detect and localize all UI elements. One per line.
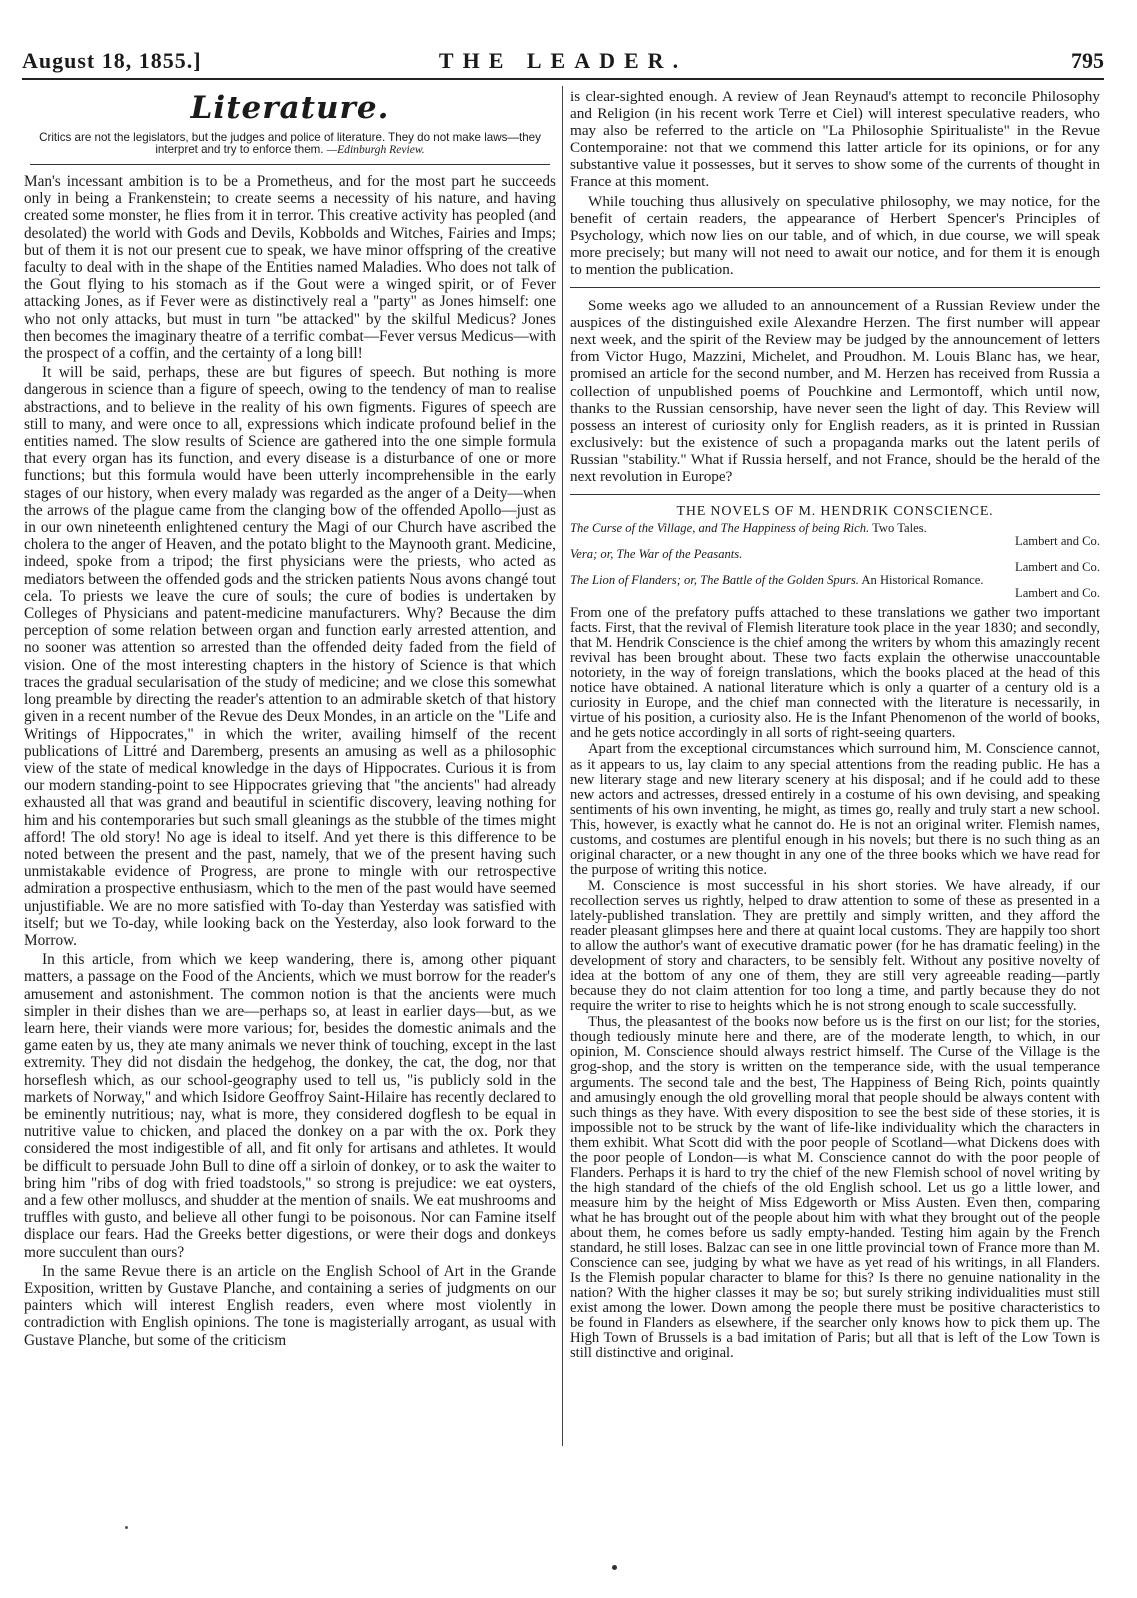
review-paragraph: From one of the prefatory puffs attached to these translations we gather two important facts. First, that the revival of Flemish literature took place in the year 1830; and secondly, that M. Hendrik Conscience is the chief among the writers by whom this amazingly recent revival has been brought about. These two facts explain the otherwise unaccountable notoriety, in the way of foreign translations, which the books placed at the head of this notice have obtained. A national literature which is only a quarter of a century old is a curiosity in Europe, and the chief man connected with the literature is necessarily, in virtue of his position, a curiosity also. He is the Infant Phenomenon of the world of books, and he gets notice accordingly in all sorts of right-seeing quarters.: [570, 605, 1100, 742]
printer-dot: [612, 1565, 617, 1570]
book-title: The Curse of the Village, and The Happiness of being Rich.: [570, 521, 870, 536]
book-title: Vera; or, The War of the Peasants.: [570, 547, 743, 562]
section-heading: Literature.: [190, 90, 390, 126]
page-number: 795: [1071, 48, 1104, 73]
book-note: Two Tales.: [872, 521, 927, 536]
book-title: The Lion of Flanders; or, The Battle of the Golden Spurs.: [570, 573, 859, 588]
newspaper-title: THE LEADER.: [438, 48, 688, 73]
novels-review: [570, 606, 1100, 1361]
article-paragraph: Man's incessant ambition is to be a Prometheus, and for the most part he succeeds only in being a Frankenstein; to create seems a necessity of his nature, and having created some monster, he flies from it in terror. This creative activity has peopled (and desolated) the world with Gods and Devils, Kobbolds and Witches, Fairies and Imps; but of them it is not our present cue to speak, we have minor offspring of the creative faculty to deal with in the shape of the Entities named Maladies. Who does not talk of the Gout flying to his stomach as if the Gout were a winged spirit, or of Fever attacking Jones, as if Fever were as distinctively real a "party" as Jones himself: one who not only attacks, but must in turn "be attacked" by the skilful Medicus? Jones then becomes the imaginary theatre of a terrific combat—Fever versus Medicus—with the prospect of a coffin, and the certainty of a long bill!: [24, 173, 556, 363]
printer-dot: [125, 1526, 128, 1529]
article-continuation: [570, 88, 1100, 278]
section-rule: [570, 494, 1100, 495]
epigraph: [30, 132, 550, 165]
book-publisher: Lambert and Co.: [1015, 560, 1100, 575]
literature-article: [24, 173, 556, 1349]
section-rule: [570, 287, 1100, 288]
page-header: [22, 46, 1104, 80]
book-entry: [570, 574, 1100, 600]
review-paragraph: Thus, the pleasantest of the books now before us is the first on our list; for the stories, though tediously minute here and there, are of the moderate length, to which, in our opinion, M. Conscience should always restrict himself. The Curse of the Village is the grog-shop, and the story is written on the temperance side, with the usual temperance arguments. The second tale and the best, The Happiness of Being Rich, points quaintly and amusingly enough the old grovelling moral that people should be always content with such things as they have. With every disposition to see the best side of these stories, it is impossible not to be struck by the want of life-like individuality which the characters in them exhibit. What Scott did with the poor people of Scotland—what Dickens does with the poor people of London—is what M. Conscience cannot do with the poor people of Flanders. Perhaps it is hard to try the chief of the new Flemish school of novel writing by the high standard of the chiefs of the old English school. Let us go a little lower, and measure him by the height of Miss Edgeworth or Miss Austen. Even then, comparing what he has brought out of the people about him with what they brought out of the people about them, he comes before us sadly empty-handed. Testing him again by the French standard, he still loses. Balzac can see in one little provincial town of France more than M. Conscience can see, judging by what we have as yet read of his writings, in all Flanders. Is the Flemish popular character to blame for this? Is there no genuine nationality in the nation? With the higher classes it may be so; but surely striking individualities must still exist among the lower. Down among the people there must be positive characteristics to be found in Flanders as elsewhere, if the searcher only knows how to pick them up. The High Town of Brussels is a bad imitation of Paris; but all that is left of the Low Town is still distinctive and original.: [570, 1014, 1100, 1362]
book-publisher: Lambert and Co.: [1015, 586, 1100, 601]
article-paragraph: Some weeks ago we alluded to an announcement of a Russian Review under the auspices of the distinguished exile Alexandre Herzen. The first number will appear next week, and the spirit of the Review may be judged by the announcement of letters from Victor Hugo, Mazzini, Michelet, and Proudhon. M. Louis Blanc has, we hear, promised an article for the second number, and M. Herzen has received from Russia a collection of unpublished poems of Pouchkine and Lermontoff, which until now, thanks to the Russian censorship, have never seen the light of day. This Review will possess an interest of curiosity only for English readers, as it is printed in Russian exclusively: but the existence of such a propaganda marks out the latent perils of Russian "stability." What if Russia herself, and not France, should be the herald of the next revolution in Europe?: [570, 297, 1100, 485]
epigraph-source: —Edinburgh Review.: [326, 143, 425, 156]
review-paragraph: Apart from the exceptional circumstances which surround him, M. Conscience cannot, as it appears to us, lay claim to any special attentions from the reading public. He has a new literary stage and new literary scenery at his disposal; and if he could add to these new actors and actresses, dressed entirely in a costume of his own devising, and speaking sentiments of his own inventing, he might, as times go, really and truly start a new school. This, however, is exactly what he cannot do. He is not an original writer. Flemish names, customs, and costumes are plentiful enough in his novels; but there is no such thing as an original character, or a new thought in any one of the three books which we have read for the purpose of writing this notice.: [570, 741, 1100, 878]
book-entry: [570, 522, 1100, 548]
article-paragraph: In this article, from which we keep wandering, there is, among other piquant matters, a passage on the Food of the Ancients, which we must borrow for the reader's amusement and astonishment. The common notion is that the ancients were much simpler in their dishes than we are—perhaps so, at least in earlier days—but, as we learn here, their viands were more various; for, besides the domestic animals and the game eaten by us, they ate many animals we never think of touching, except in the last extremity. They did not disdain the hedgehog, the donkey, the cat, the dog, nor that horseflesh which, as our school-geography used to tell us, "is publicly sold in the markets of Norway," and which Isidore Geoffroy Saint-Hilaire has recently declared to be eminently nutritious; nay, what is more, they considered dogflesh to be equal in nutritive value to chicken, and placed the donkey on a par with the ox. Pork they considered the most indigestible of all, and fit only for artisans and athletes. It would be difficult to persuade John Bull to dine off a sirloin of donkey, or to ask the waiter to bring him "ribs of dog with fried toadstools," so strong is prejudice: we eat oysters, and a few other molluscs, and shudder at the mention of snails. We eat mushrooms and truffles with gusto, and believe all other fungi to be poisonous. Nor can Famine itself displace our fears. Had the Greeks better digestions, or were their dogs and donkeys more succulent than ours?: [24, 951, 556, 1261]
book-entry: [570, 548, 1100, 574]
article-paragraph: In the same Revue there is an article on the English School of Art in the Grande Exposition, written by Gustave Planche, and containing a series of judgments on our painters which will interest English readers, even where most violently in contradiction with English opinions. The tone is magisterially arrogant, as usual with Gustave Planche, but some of the criticism: [24, 1262, 556, 1349]
review-title: THE NOVELS OF M. HENDRIK CONSCIENCE.: [676, 504, 994, 520]
issue-date: August 18, 1855.]: [22, 48, 202, 73]
column-divider: [562, 86, 563, 1446]
left-column: [24, 88, 556, 1450]
book-publisher: Lambert and Co.: [1015, 534, 1100, 549]
book-note: An Historical Romance.: [861, 573, 984, 588]
article-paragraph: It will be said, perhaps, these are but figures of speech. But nothing is more dangerous in science than a figure of speech, owing to the tendency of man to realise abstractions, and to believe in the reality of his own figments. Figures of speech are still to many, and were once to all, expressions which indicate profound belief in the entities named. The slow results of Science are gathered into the one simple formula that every organ has its function, and every disease is a disturbance of one or more functions; but this formula would have been utterly incomprehensible in the early stages of our history, when every malady was regarded as the anger of a Deity—when the arrows of the plague came from the clanging bow of the offended Apollo—just as in our own nineteenth enlightened century the Magi of our Church have ascribed the cholera to the anger of Heaven, and the potato blight to the Maynooth grant. Medicine, indeed, spoke from a tripod; the first physicians were the priests, who acted as mediators between the offended gods and the stricken patients Nous avons changé tout cela. To priests we leave the cure of souls; the cure of bodies is undertaken by Colleges of Physicians and patent-medicine manufacturers. Why? Because the dim perception of some relation between organ and function early arrested attention, and no sooner was attention so arrested than the offended deity faded from the field of vision. One of the most interesting chapters in the history of Science is that which traces the gradual secularisation of the study of medicine; and we close this somewhat long preamble by directing the reader's attention to an admirable sketch of that history given in a recent number of the Revue des Deux Mondes, in an article on the "Life and Writings of Hippocrates," in which the writer, availing himself of the recent publications of Littré and Daremberg, presents an amusing as well as a philosophic view of the state of medical knowledge in the days of Hippocrates. Curious it is from our modern standing-point to see Hippocrates grieving that "the ancients" had already exhausted all that was grand and beautiful in scientific discovery, leaving nothing for him and his contemporaries but such small gleanings as the stubble of the times might afford! The old story! No age is ideal to itself. And yet there is this difference to be noted between the present and the past, namely, that we of the present having such unmistakable evidence of Progress, are prone to mingle with our retrospective admiration a prospective enthusiasm, which to the men of the past would have seemed unjustifiable. We are no more satisfied with To-day than Yesterday was satisfied with itself; but we To-day, while looking back on the Yesterday, also look forward to the Morrow.: [24, 364, 556, 949]
article-paragraph: is clear-sighted enough. A review of Jean Reynaud's attempt to reconcile Philosophy and Religion (in his recent work Terre et Ciel) will interest speculative readers, who may also be referred to the article on "La Philosophie Spiritualiste" in the Revue Contemporaine: not that we commend this latter article for its opinions, or for any substantive value it possesses, but it serves to show some of the currents of thought in France at this moment.: [570, 88, 1100, 191]
review-paragraph: M. Conscience is most successful in his short stories. We have already, if our recollection serves us rightly, helped to draw attention to some of these as presented in a lately-published translation. They are prettily and simply written, and they afford the reader pleasant glimpses here and there at quaint local customs. They are happily too short to allow the author's want of executive dramatic power (for he has dramatic feeling) in the development of story and characters, to be sensibly felt. Without any positive novelty of idea at the bottom of any one of them, they are still very agreeable reading—partly because they do not claim attention for too long a time, and partly because they do not require the writer to rise to heights which he is not strong enough to scale successfully.: [570, 877, 1100, 1015]
right-column: [570, 88, 1100, 1448]
article-paragraph: While touching thus allusively on speculative philosophy, we may notice, for the benefit of certain readers, the appearance of Herbert Spencer's Principles of Psychology, which now lies on our table, and of which, in due course, we will speak more precisely; but many will not need to await our notice, and for them it is enough to mention the publication.: [570, 192, 1100, 278]
book-list: [570, 522, 1100, 600]
epigraph-text: Critics are not the legislators, but the judges and police of literature. They do not make laws—they interpret and try to enforce them.: [39, 131, 541, 156]
russian-review-notice: [570, 297, 1100, 485]
